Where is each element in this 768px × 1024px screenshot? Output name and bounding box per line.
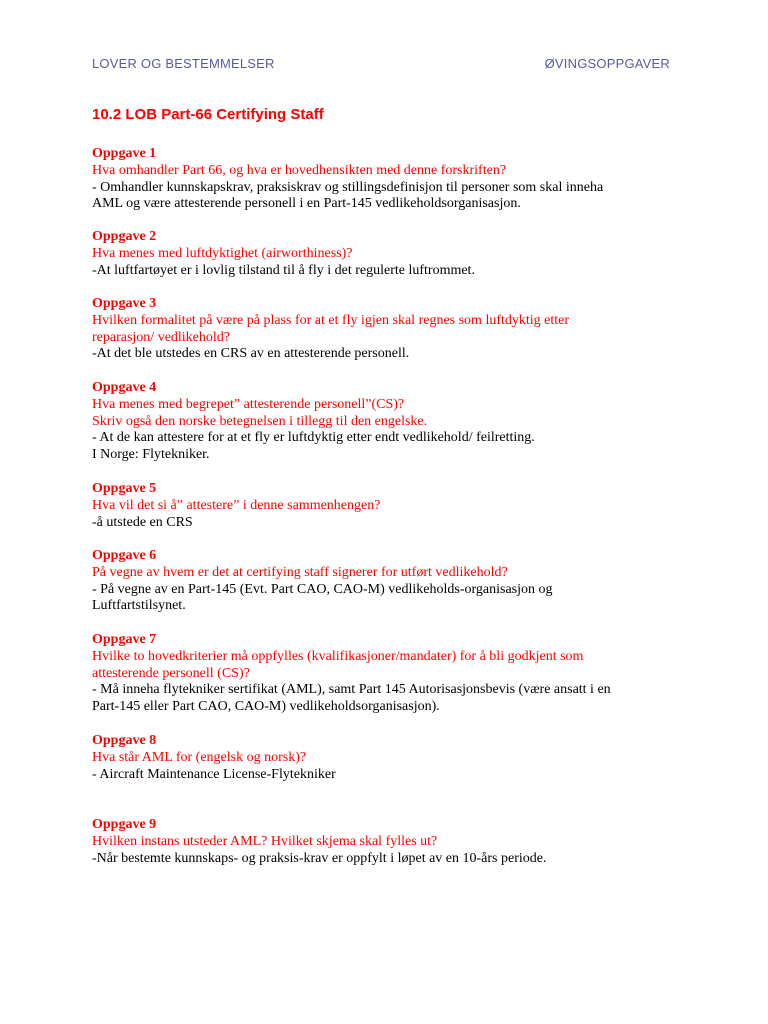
task-8 [92,733,682,783]
task-1 [92,146,682,213]
task-heading: Oppgave 1 [92,146,157,161]
task-answer: -At luftfartøyet er i lovlig tilstand til å fly i det regulerte luftrommet. [92,262,475,278]
task-answer: - På vegne av en Part-145 (Evt. Part CAO, CAO-M) vedlikeholds-organisasjon og [92,581,553,597]
task-5 [92,481,682,531]
task-question: Skriv også den norske betegnelsen i tillegg til den engelske. [92,413,428,429]
task-question: Hva omhandler Part 66, og hva er hovedhensikten med denne forskriften? [92,162,507,178]
task-3 [92,296,682,363]
task-question: attesterende personell (CS)? [92,665,250,681]
task-9 [92,817,682,867]
task-heading: Oppgave 6 [92,548,157,563]
task-answer: - At de kan attestere for at et fly er luftdyktig etter endt vedlikehold/ feilretting. [92,430,535,446]
task-question: Hvilken formalitet på være på plass for at et fly igjen skal regnes som luftdyktig etter [92,312,570,328]
task-answer: - Må inneha flytekniker sertifikat (AML), samt Part 145 Autorisasjonsbevis (være ansatt i en [92,682,611,698]
task-answer: -At det ble utstedes en CRS av en attesterende personell. [92,346,410,362]
task-answer: I Norge: Flytekniker. [92,447,210,463]
task-2 [92,229,682,279]
task-answer: AML og være attesterende personell i en Part-145 vedlikeholdsorganisasjon. [92,196,521,212]
task-heading: Oppgave 5 [92,481,157,496]
task-question: Hva står AML for (engelsk og norsk)? [92,749,307,765]
section-title: 10.2 LOB Part-66 Certifying Staff [92,106,324,123]
task-answer: - Aircraft Maintenance License-Flytekniker [92,766,336,782]
task-heading: Oppgave 3 [92,296,157,311]
task-4 [92,380,682,464]
task-6 [92,548,682,615]
task-answer: - Omhandler kunnskapskrav, praksiskrav og stillingsdefinisjon til personer som skal inneha [92,179,604,195]
task-answer: -å utstede en CRS [92,514,193,530]
header-left: LOVER OG BESTEMMELSER [92,56,275,71]
task-heading: Oppgave 8 [92,733,157,748]
task-heading: Oppgave 7 [92,632,157,647]
task-question: Hva menes med luftdyktighet (airworthiness)? [92,245,353,261]
task-answer: -Når bestemte kunnskaps- og praksis-krav er oppfylt i løpet av en 10-års periode. [92,850,547,866]
task-question: Hva vil det si å” attestere” i denne sammenhengen? [92,497,381,513]
task-question: Hvilke to hovedkriterier må oppfylles (kvalifikasjoner/mandater) for å bli godkjent som [92,648,584,664]
task-heading: Oppgave 2 [92,229,157,244]
task-question: Hva menes med begrepet” attesterende personell”(CS)? [92,396,405,412]
task-question: På vegne av hvem er det at certifying staff signerer for utført vedlikehold? [92,564,508,580]
task-answer: Part-145 eller Part CAO, CAO-M) vedlikeholdsorganisasjon). [92,699,440,715]
task-heading: Oppgave 4 [92,380,157,395]
task-7 [92,632,682,716]
task-heading: Oppgave 9 [92,817,157,832]
header-right: ØVINGSOPPGAVER [544,56,670,71]
task-question: Hvilken instans utsteder AML? Hvilket skjema skal fylles ut? [92,833,438,849]
task-answer: Luftfartstilsynet. [92,598,186,614]
task-question: reparasjon/ vedlikehold? [92,329,231,345]
